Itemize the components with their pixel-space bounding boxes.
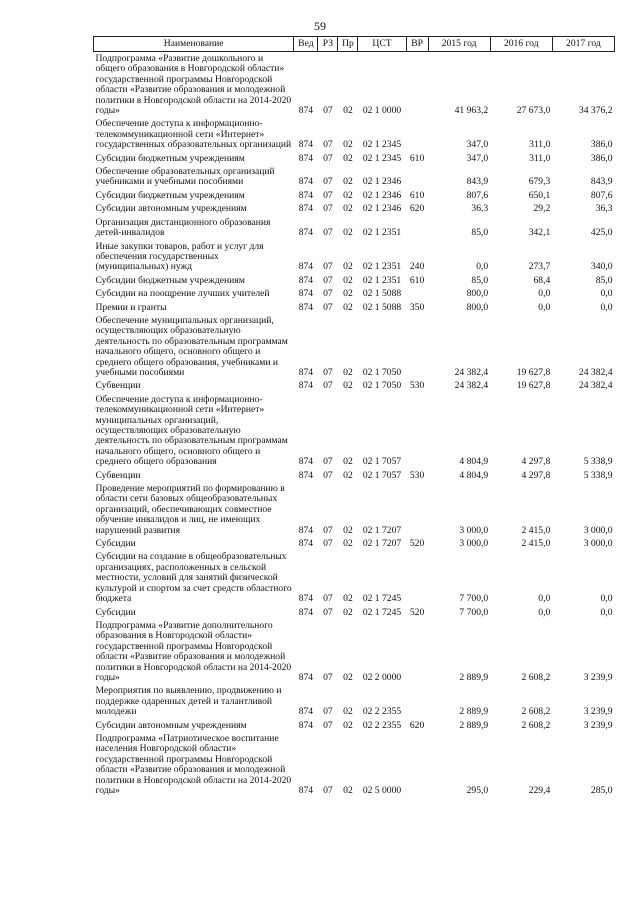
- cell-year-2015: 24 382,4: [454, 380, 489, 392]
- cell-year-2017: 36,3: [595, 203, 613, 215]
- cell-name: Субсидии автономным учреждениям: [95, 719, 247, 731]
- cell-rz: 07: [323, 203, 333, 215]
- cell-year-2015: 347,0: [466, 152, 489, 164]
- cell-vr: [406, 619, 428, 684]
- cell-pr: 02: [343, 366, 353, 378]
- budget-table: [93, 36, 615, 797]
- cell-ved: 874: [298, 671, 314, 683]
- cell-name: Подпрограмма «Развитие дополнительного образования в Новгородской области» государственной программы Новгородской области «Развитие образования и молодежной политики в Новгородской области на 2014-2020 годы»: [95, 619, 292, 683]
- cell-rz: 07: [323, 288, 333, 300]
- cell-ved: 874: [298, 203, 314, 215]
- cell-year-2017: 3 239,9: [583, 719, 613, 731]
- cell-year-2016: 4 297,8: [521, 469, 551, 481]
- header-year-2015: 2015 год: [428, 37, 490, 52]
- cell-year-2015: 2 889,9: [459, 671, 489, 683]
- cell-year-2015: 4 804,9: [459, 469, 489, 481]
- cell-name: Субсидии бюджетным учреждениям: [95, 274, 245, 286]
- page-number: 59: [314, 19, 326, 33]
- cell-year-2015: 85,0: [471, 274, 489, 286]
- cell-year-2016: 650,1: [528, 189, 551, 201]
- cell-name: Субвенции: [95, 380, 141, 392]
- cell-ved: 874: [298, 606, 314, 618]
- cell-ved: 874: [298, 366, 314, 378]
- cell-year-2016: 19 627,8: [516, 366, 551, 378]
- cell-cst: 02 1 5088: [362, 288, 402, 300]
- cell-year-2015: 4 804,9: [459, 456, 489, 468]
- cell-vr: [406, 482, 428, 537]
- cell-year-2017: 3 000,0: [583, 524, 613, 536]
- cell-year-2017: 0,0: [600, 606, 613, 618]
- cell-year-2015: 0,0: [476, 261, 489, 273]
- table-row: [94, 537, 615, 550]
- cell-year-2016: 27 673,0: [516, 105, 551, 117]
- table-row: [94, 165, 615, 189]
- header-name: Наименование: [94, 37, 294, 52]
- table-row: [94, 216, 615, 240]
- cell-year-2016: 68,4: [533, 274, 551, 286]
- cell-rz: 07: [323, 606, 333, 618]
- cell-rz: 07: [323, 105, 333, 117]
- cell-vr: 530: [409, 469, 425, 481]
- cell-pr: 02: [343, 288, 353, 300]
- cell-name: Обеспечение муниципальных организаций, осуществляющих образовательную деятельность по образовательным программам начального общего, основного общего и среднего общего образования, учебниками и учебными пособиями: [95, 314, 288, 378]
- table-header-row: [94, 37, 615, 52]
- cell-year-2015: 24 382,4: [454, 366, 489, 378]
- cell-vr: 520: [409, 538, 425, 550]
- cell-vr: 350: [409, 301, 425, 313]
- cell-cst: 02 1 2346: [362, 189, 402, 201]
- cell-pr: 02: [343, 189, 353, 201]
- table-row: [94, 274, 615, 287]
- cell-year-2015: 2 889,9: [459, 706, 489, 718]
- cell-year-2016: 273,7: [528, 261, 551, 273]
- cell-vr: [406, 52, 428, 118]
- cell-year-2016: 2 608,2: [521, 719, 551, 731]
- cell-ved: 874: [298, 706, 314, 718]
- cell-pr: 02: [343, 538, 353, 550]
- cell-vr: 610: [409, 152, 425, 164]
- cell-name: Субсидии бюджетным учреждениям: [95, 189, 245, 201]
- cell-pr: 02: [343, 227, 353, 239]
- cell-rz: 07: [323, 366, 333, 378]
- cell-cst: 02 2 2355: [362, 706, 402, 718]
- cell-name: Организация дистанционного образования детей-инвалидов: [95, 216, 271, 239]
- cell-rz: 07: [323, 301, 333, 313]
- table-row: [94, 606, 615, 619]
- cell-vr: 610: [409, 189, 425, 201]
- cell-year-2015: 800,0: [466, 288, 489, 300]
- cell-vr: [406, 117, 428, 151]
- table-row: [94, 732, 615, 797]
- cell-rz: 07: [323, 706, 333, 718]
- cell-year-2017: 340,0: [590, 261, 613, 273]
- cell-ved: 874: [298, 524, 314, 536]
- cell-ved: 874: [298, 456, 314, 468]
- cell-ved: 874: [298, 227, 314, 239]
- cell-name: Обеспечение образовательных организаций учебниками и учебными пособиями: [95, 166, 275, 188]
- cell-rz: 07: [323, 524, 333, 536]
- table-row: [94, 189, 615, 202]
- cell-year-2017: 24 382,4: [578, 366, 613, 378]
- cell-year-2016: 2 608,2: [521, 671, 551, 683]
- cell-year-2017: 0,0: [600, 593, 613, 605]
- table-row: [94, 287, 615, 300]
- table-row: [94, 719, 615, 732]
- cell-name: Иные закупки товаров, работ и услуг для обеспечения государственных (муниципальных) нужд: [95, 240, 264, 273]
- cell-ved: 874: [298, 380, 314, 392]
- cell-pr: 02: [343, 105, 353, 117]
- cell-ved: 874: [298, 189, 314, 201]
- cell-cst: 02 1 7057: [362, 469, 402, 481]
- cell-rz: 07: [323, 456, 333, 468]
- cell-year-2017: 0,0: [600, 288, 613, 300]
- cell-ved: 874: [298, 719, 314, 731]
- cell-ved: 874: [298, 274, 314, 286]
- cell-name: Субсидии: [95, 538, 136, 550]
- cell-name: Субсидии: [95, 606, 136, 618]
- cell-year-2016: 229,4: [528, 785, 551, 796]
- cell-year-2015: 85,0: [471, 227, 489, 239]
- cell-year-2017: 386,0: [590, 152, 613, 164]
- cell-cst: 02 1 2345: [362, 152, 402, 164]
- cell-year-2017: 3 000,0: [583, 538, 613, 550]
- cell-rz: 07: [323, 785, 333, 796]
- cell-year-2016: 2 415,0: [521, 524, 551, 536]
- cell-cst: 02 1 7245: [362, 606, 402, 618]
- cell-name: Обеспечение доступа к информационно-телекоммуникационной сети «Интернет» муниципальных организаций, осуществляющих образовательную деятельность по образовательным программам начального общего, основного общего и среднего общего образования: [95, 393, 288, 468]
- cell-year-2016: 311,0: [529, 139, 551, 151]
- cell-rz: 07: [323, 593, 333, 605]
- header-rz: РЗ: [318, 37, 338, 52]
- cell-year-2015: 3 000,0: [459, 538, 489, 550]
- cell-cst: 02 1 7207: [362, 538, 402, 550]
- cell-year-2016: 2 608,2: [521, 706, 551, 718]
- cell-cst: 02 1 7057: [362, 456, 402, 468]
- cell-rz: 07: [323, 189, 333, 201]
- cell-ved: 874: [298, 176, 314, 188]
- cell-year-2017: 3 239,9: [583, 671, 613, 683]
- table-row: [94, 314, 615, 379]
- cell-cst: 02 1 7245: [362, 593, 402, 605]
- cell-year-2016: 4 297,8: [521, 456, 551, 468]
- cell-year-2017: 285,0: [590, 785, 613, 796]
- cell-year-2017: 425,0: [590, 227, 613, 239]
- cell-year-2015: 347,0: [466, 139, 489, 151]
- cell-cst: 02 1 5088: [362, 301, 402, 313]
- cell-rz: 07: [323, 227, 333, 239]
- cell-rz: 07: [323, 538, 333, 550]
- header-ved: Вед: [294, 37, 318, 52]
- header-year-2017: 2017 год: [552, 37, 614, 52]
- cell-year-2017: 3 239,9: [583, 706, 613, 718]
- cell-name: Подпрограмма «Развитие дошкольного и общего образования в Новгородской области» государственной программы Новгородской области «Развитие образования и молодежной политики в Новгородской области на 2014-2020 годы»: [95, 53, 292, 117]
- cell-pr: 02: [343, 785, 353, 796]
- cell-year-2017: 24 382,4: [578, 380, 613, 392]
- cell-vr: 620: [409, 203, 425, 215]
- cell-year-2016: 2 415,0: [521, 538, 551, 550]
- cell-vr: [406, 732, 428, 797]
- cell-year-2015: 36,3: [471, 203, 489, 215]
- cell-pr: 02: [343, 606, 353, 618]
- cell-vr: [406, 165, 428, 189]
- cell-year-2017: 5 338,9: [583, 469, 613, 481]
- cell-year-2016: 0,0: [538, 301, 551, 313]
- cell-year-2016: 311,0: [529, 152, 551, 164]
- cell-vr: 530: [409, 380, 425, 392]
- cell-ved: 874: [298, 139, 314, 151]
- cell-cst: 02 1 2351: [362, 261, 402, 273]
- cell-year-2016: 0,0: [538, 593, 551, 605]
- cell-pr: 02: [343, 719, 353, 731]
- table-row: [94, 152, 615, 165]
- table-body: [94, 52, 615, 798]
- cell-year-2015: 3 000,0: [459, 524, 489, 536]
- cell-year-2015: 41 963,2: [454, 105, 489, 117]
- cell-vr: 520: [409, 606, 425, 618]
- cell-year-2016: 342,1: [528, 227, 551, 239]
- cell-pr: 02: [343, 261, 353, 273]
- table-row: [94, 301, 615, 314]
- cell-cst: 02 2 0000: [362, 671, 402, 683]
- cell-pr: 02: [343, 152, 353, 164]
- cell-year-2017: 807,6: [590, 189, 613, 201]
- cell-name: Субсидии на поощрение лучших учителей: [95, 288, 270, 300]
- table-row: [94, 684, 615, 718]
- cell-year-2015: 843,9: [466, 176, 489, 188]
- cell-year-2017: 386,0: [590, 139, 613, 151]
- header-cst: ЦСТ: [358, 37, 406, 52]
- cell-name: Премии и гранты: [95, 301, 167, 313]
- cell-ved: 874: [298, 105, 314, 117]
- cell-pr: 02: [343, 139, 353, 151]
- cell-pr: 02: [343, 203, 353, 215]
- cell-year-2016: 29,2: [533, 203, 551, 215]
- cell-ved: 874: [298, 301, 314, 313]
- table-row: [94, 482, 615, 537]
- cell-cst: 02 1 2351: [362, 274, 402, 286]
- cell-pr: 02: [343, 301, 353, 313]
- cell-vr: [406, 287, 428, 300]
- cell-year-2016: 679,3: [528, 176, 551, 188]
- cell-pr: 02: [343, 380, 353, 392]
- table-row: [94, 469, 615, 482]
- cell-name: Мероприятия по выявлению, продвижению и поддержке одаренных детей и талантливой молодежи: [95, 685, 282, 718]
- cell-year-2016: 19 627,8: [516, 380, 551, 392]
- cell-ved: 874: [298, 469, 314, 481]
- table-row: [94, 117, 615, 151]
- cell-pr: 02: [343, 706, 353, 718]
- cell-year-2015: 7 700,0: [459, 606, 489, 618]
- cell-year-2016: 0,0: [538, 288, 551, 300]
- cell-rz: 07: [323, 274, 333, 286]
- cell-vr: [406, 216, 428, 240]
- cell-pr: 02: [343, 456, 353, 468]
- cell-year-2015: 800,0: [466, 301, 489, 313]
- cell-year-2015: 295,0: [466, 785, 489, 796]
- cell-name: Обеспечение доступа к информационно-телекоммуникационной сети «Интернет» государственных образовательных организаций: [95, 118, 292, 151]
- cell-pr: 02: [343, 274, 353, 286]
- cell-cst: 02 1 2345: [362, 139, 402, 151]
- cell-rz: 07: [323, 176, 333, 188]
- cell-rz: 07: [323, 469, 333, 481]
- cell-pr: 02: [343, 176, 353, 188]
- cell-ved: 874: [298, 785, 314, 796]
- cell-ved: 874: [298, 538, 314, 550]
- cell-name: Субсидии бюджетным учреждениям: [95, 152, 245, 164]
- cell-cst: 02 2 2355: [362, 719, 402, 731]
- table-row: [94, 379, 615, 392]
- cell-pr: 02: [343, 671, 353, 683]
- table-row: [94, 52, 615, 118]
- cell-pr: 02: [343, 593, 353, 605]
- cell-vr: [406, 684, 428, 718]
- cell-year-2017: 5 338,9: [583, 456, 613, 468]
- cell-year-2017: 85,0: [595, 274, 613, 286]
- cell-rz: 07: [323, 139, 333, 151]
- cell-cst: 02 1 7050: [362, 366, 402, 378]
- cell-cst: 02 1 7050: [362, 380, 402, 392]
- table-row: [94, 550, 615, 605]
- cell-vr: [406, 314, 428, 379]
- cell-rz: 07: [323, 152, 333, 164]
- cell-vr: [406, 550, 428, 605]
- cell-cst: 02 5 0000: [362, 785, 402, 796]
- table-row: [94, 619, 615, 684]
- table-row: [94, 393, 615, 469]
- cell-cst: 02 1 7207: [362, 524, 402, 536]
- cell-year-2017: 34 376,2: [578, 105, 613, 117]
- cell-cst: 02 1 0000: [362, 105, 402, 117]
- cell-year-2015: 2 889,9: [459, 719, 489, 731]
- cell-rz: 07: [323, 719, 333, 731]
- table-row: [94, 202, 615, 215]
- cell-year-2015: 7 700,0: [459, 593, 489, 605]
- cell-vr: 610: [409, 274, 425, 286]
- cell-name: Субсидии на создание в общеобразовательных организациях, расположенных в сельской местности, условий для занятий физической культурой и спортом за счет средств областного бюджета: [95, 551, 292, 605]
- cell-cst: 02 1 2346: [362, 176, 402, 188]
- cell-vr: [406, 393, 428, 469]
- header-vr: ВР: [406, 37, 428, 52]
- cell-ved: 874: [298, 593, 314, 605]
- cell-ved: 874: [298, 152, 314, 164]
- cell-name: Проведение мероприятий по формированию в области сети базовых общеобразовательных организаций, обеспечивающих совместное обучение инвалидов и лиц, не имеющих нарушений развития: [95, 483, 285, 536]
- cell-rz: 07: [323, 261, 333, 273]
- header-pr: Пр: [338, 37, 358, 52]
- cell-pr: 02: [343, 524, 353, 536]
- cell-vr: 240: [409, 261, 425, 273]
- cell-rz: 07: [323, 671, 333, 683]
- cell-year-2016: 0,0: [538, 606, 551, 618]
- cell-year-2017: 843,9: [590, 176, 613, 188]
- cell-pr: 02: [343, 469, 353, 481]
- cell-ved: 874: [298, 288, 314, 300]
- cell-vr: 620: [409, 719, 425, 731]
- cell-cst: 02 1 2351: [362, 227, 402, 239]
- cell-name: Субвенции: [95, 469, 141, 481]
- cell-rz: 07: [323, 380, 333, 392]
- header-year-2016: 2016 год: [490, 37, 552, 52]
- cell-ved: 874: [298, 261, 314, 273]
- table-row: [94, 240, 615, 274]
- cell-name: Подпрограмма «Патриотическое воспитание населения Новгородской области» государственной программы Новгородской области «Развитие образования и молодежной политики в Новгородской области на 2014-2020 годы»: [95, 732, 292, 796]
- cell-cst: 02 1 2346: [362, 203, 402, 215]
- cell-year-2017: 0,0: [600, 301, 613, 313]
- cell-year-2015: 807,6: [466, 189, 489, 201]
- cell-name: Субсидии автономным учреждениям: [95, 203, 247, 215]
